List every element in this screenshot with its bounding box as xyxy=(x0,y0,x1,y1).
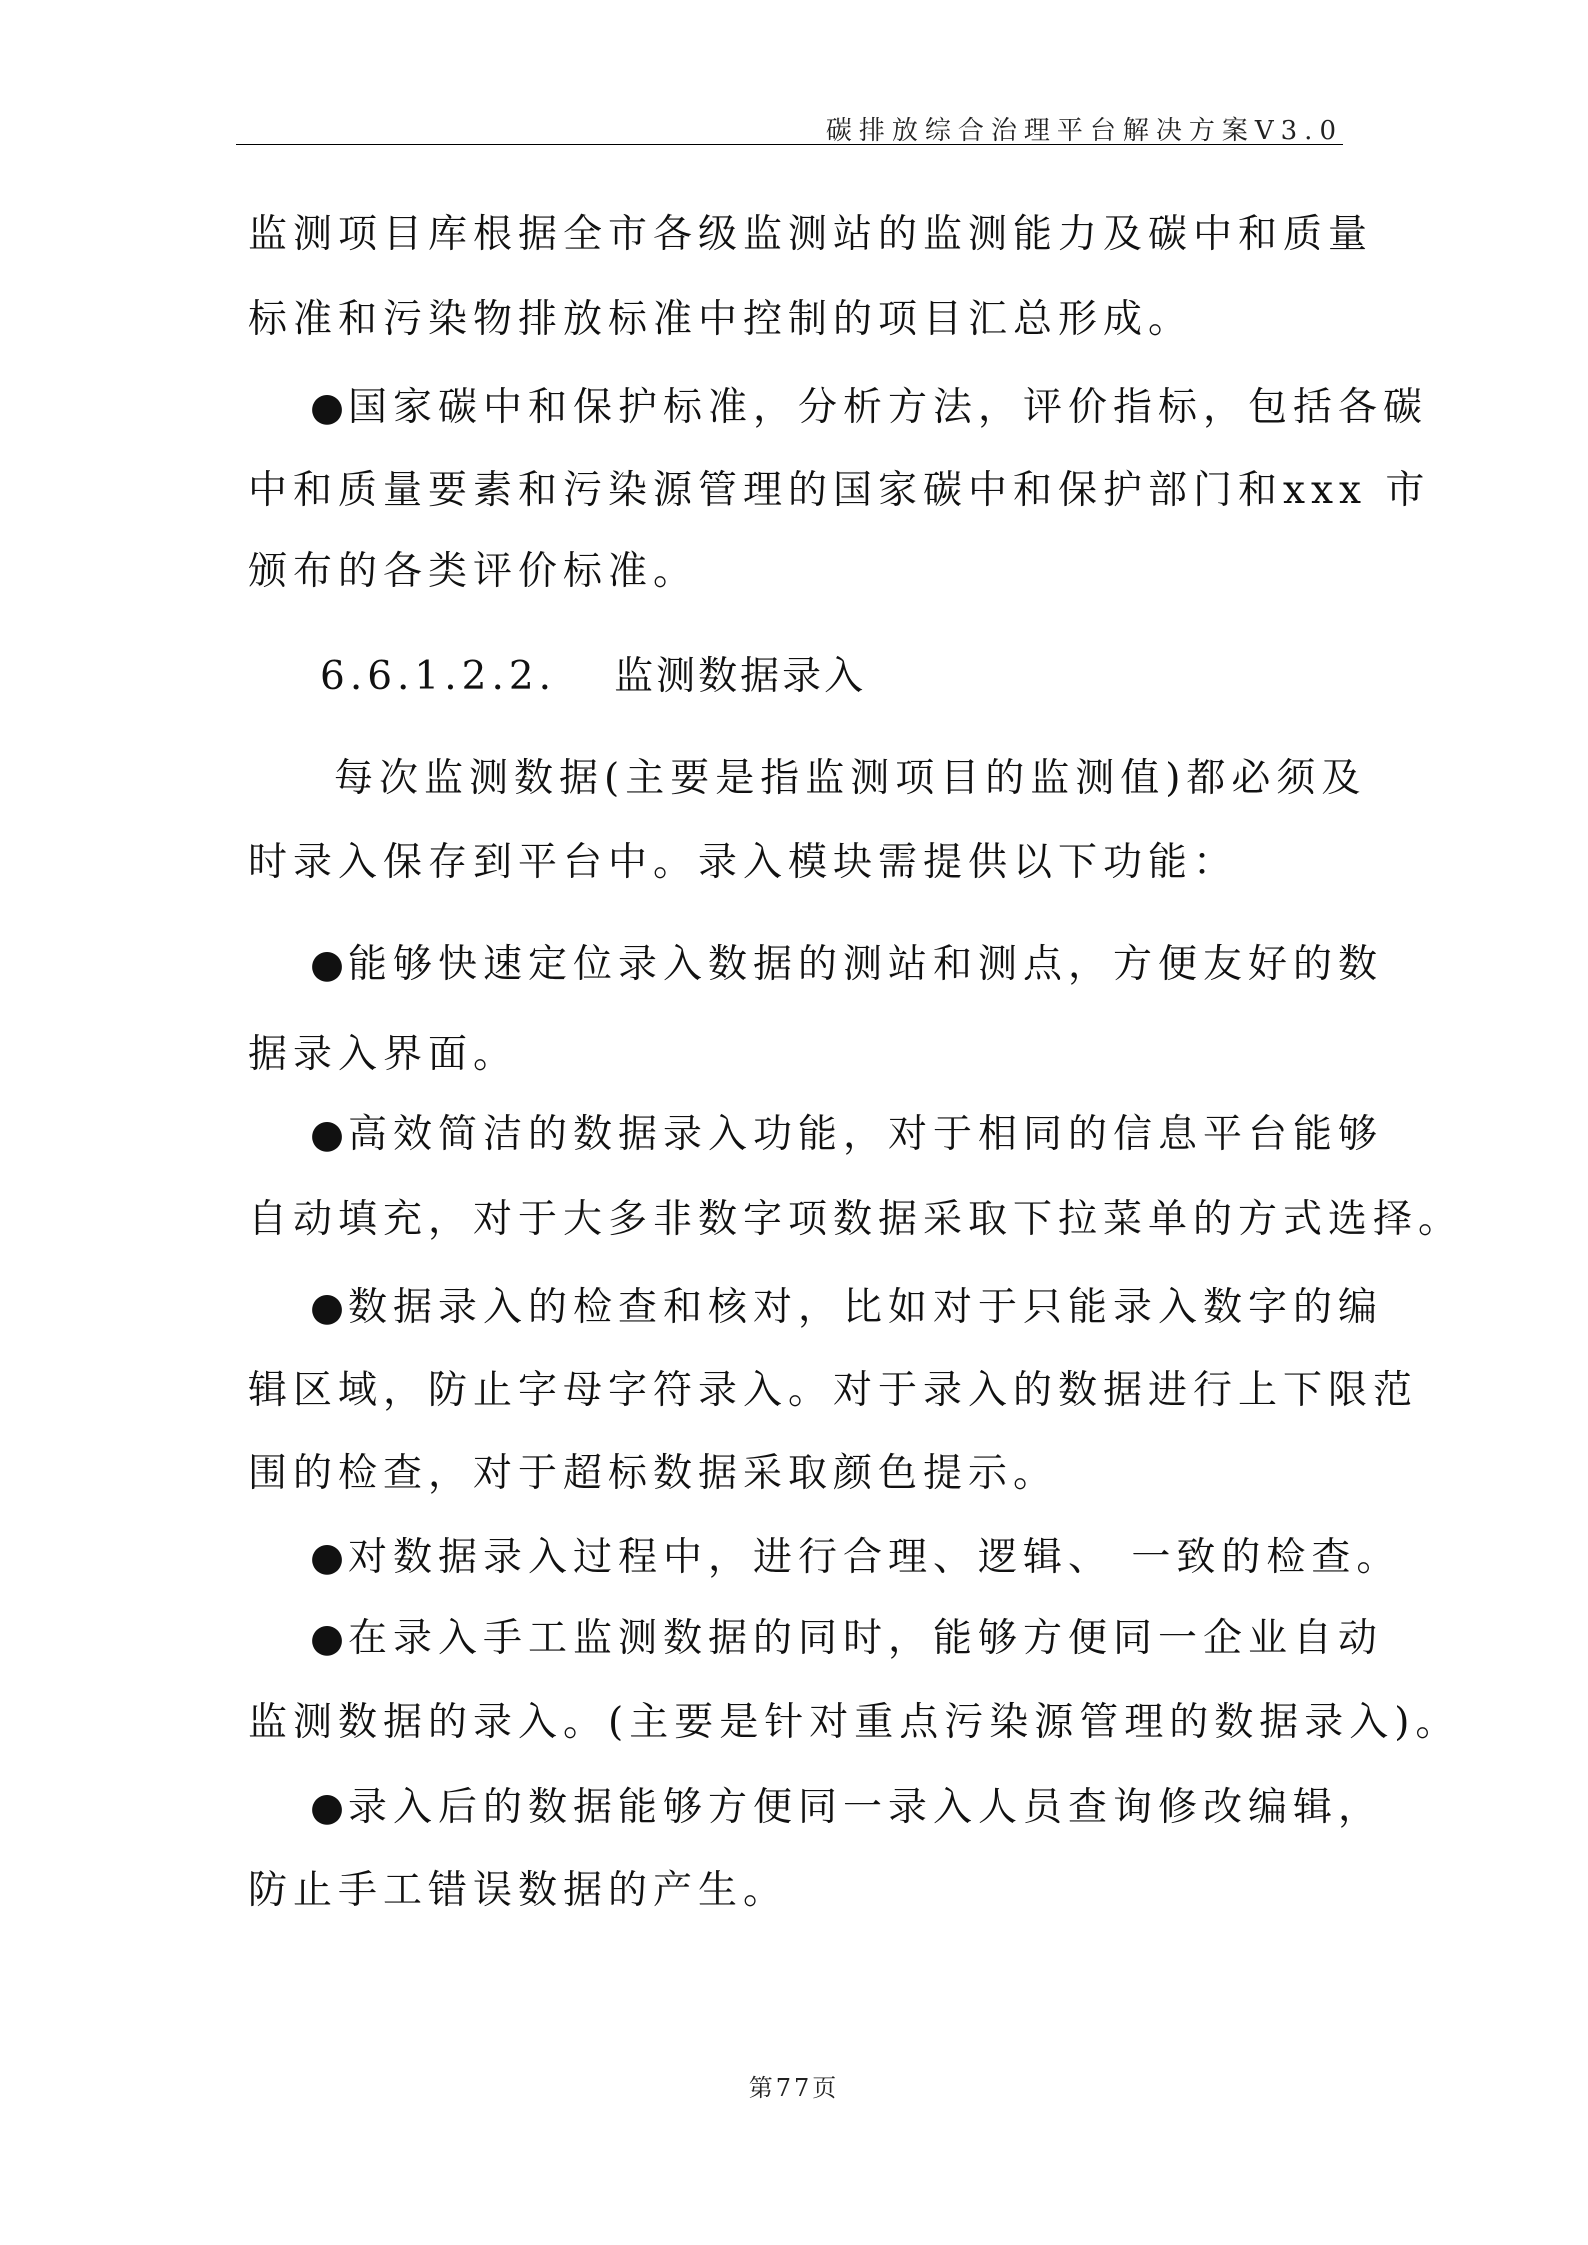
bullet-icon: ● xyxy=(310,942,345,987)
paragraph-line: 防止手工错误数据的产生。 xyxy=(248,1868,789,1913)
paragraph-line: 监测项目库根据全市各级监测站的监测能力及碳中和质量 xyxy=(248,212,1374,257)
page-number: 第77页 xyxy=(748,2074,840,2102)
bullet-item-text: 高效简洁的数据录入功能，对于相同的信息平台能够 xyxy=(348,1112,1384,1157)
bullet-item xyxy=(310,1614,1383,1664)
paragraph-line: 自动填充，对于大多非数字项数据采取下拉菜单的方式选择。 xyxy=(248,1197,1464,1242)
paragraph-line: 时录入保存到平台中。录入模块需提供以下功能： xyxy=(248,840,1239,885)
paragraph-line: 据录入界面。 xyxy=(248,1032,519,1077)
section-heading xyxy=(320,652,866,702)
bullet-icon: ● xyxy=(310,1535,345,1580)
paragraph-line: 监测数据的录入。(主要是针对重点污染源管理的数据录入)。 xyxy=(248,1700,1461,1745)
bullet-item xyxy=(310,383,1428,433)
bullet-item-text: 数据录入的检查和核对，比如对于只能录入数字的编 xyxy=(348,1285,1384,1330)
document-title: 碳排放综合治理平台解决方案V3.0 xyxy=(825,116,1343,146)
bullet-icon: ● xyxy=(310,1285,345,1330)
bullet-icon: ● xyxy=(310,1785,345,1830)
paragraph-line: 每次监测数据(主要是指监测项目的监测值)都必须及 xyxy=(334,756,1367,801)
bullet-icon: ● xyxy=(310,1112,345,1157)
paragraph-line: 中和质量要素和污染源管理的国家碳中和保护部门和xxx 市 xyxy=(248,468,1431,513)
bullet-item xyxy=(310,940,1383,990)
bullet-item-text: 在录入手工监测数据的同时，能够方便同一企业自动 xyxy=(348,1616,1384,1661)
bullet-item-text: 对数据录入过程中，进行合理、逻辑、 一致的检查。 xyxy=(348,1535,1402,1580)
section-title: 监测数据录入 xyxy=(614,654,867,699)
bullet-item xyxy=(310,1533,1401,1583)
bullet-item-text: 录入后的数据能够方便同一录入人员查询修改编辑， xyxy=(348,1785,1384,1830)
paragraph-line: 标准和污染物排放标准中控制的项目汇总形成。 xyxy=(248,297,1194,342)
bullet-item xyxy=(310,1283,1383,1333)
page-header xyxy=(236,108,1343,145)
bullet-item xyxy=(310,1783,1383,1833)
paragraph-line: 围的检查，对于超标数据采取颜色提示。 xyxy=(248,1451,1059,1496)
paragraph-line: 辑区域，防止字母字符录入。对于录入的数据进行上下限范 xyxy=(248,1368,1419,1413)
bullet-item xyxy=(310,1110,1383,1160)
bullet-icon: ● xyxy=(310,385,345,430)
bullet-item-text: 能够快速定位录入数据的测站和测点，方便友好的数 xyxy=(348,942,1384,987)
section-number: 6.6.1.2.2. xyxy=(320,654,557,699)
bullet-icon: ● xyxy=(310,1616,345,1661)
paragraph-line: 颁布的各类评价标准。 xyxy=(248,549,699,594)
bullet-item-text: 国家碳中和保护标准，分析方法，评价指标，包括各碳 xyxy=(348,385,1429,430)
